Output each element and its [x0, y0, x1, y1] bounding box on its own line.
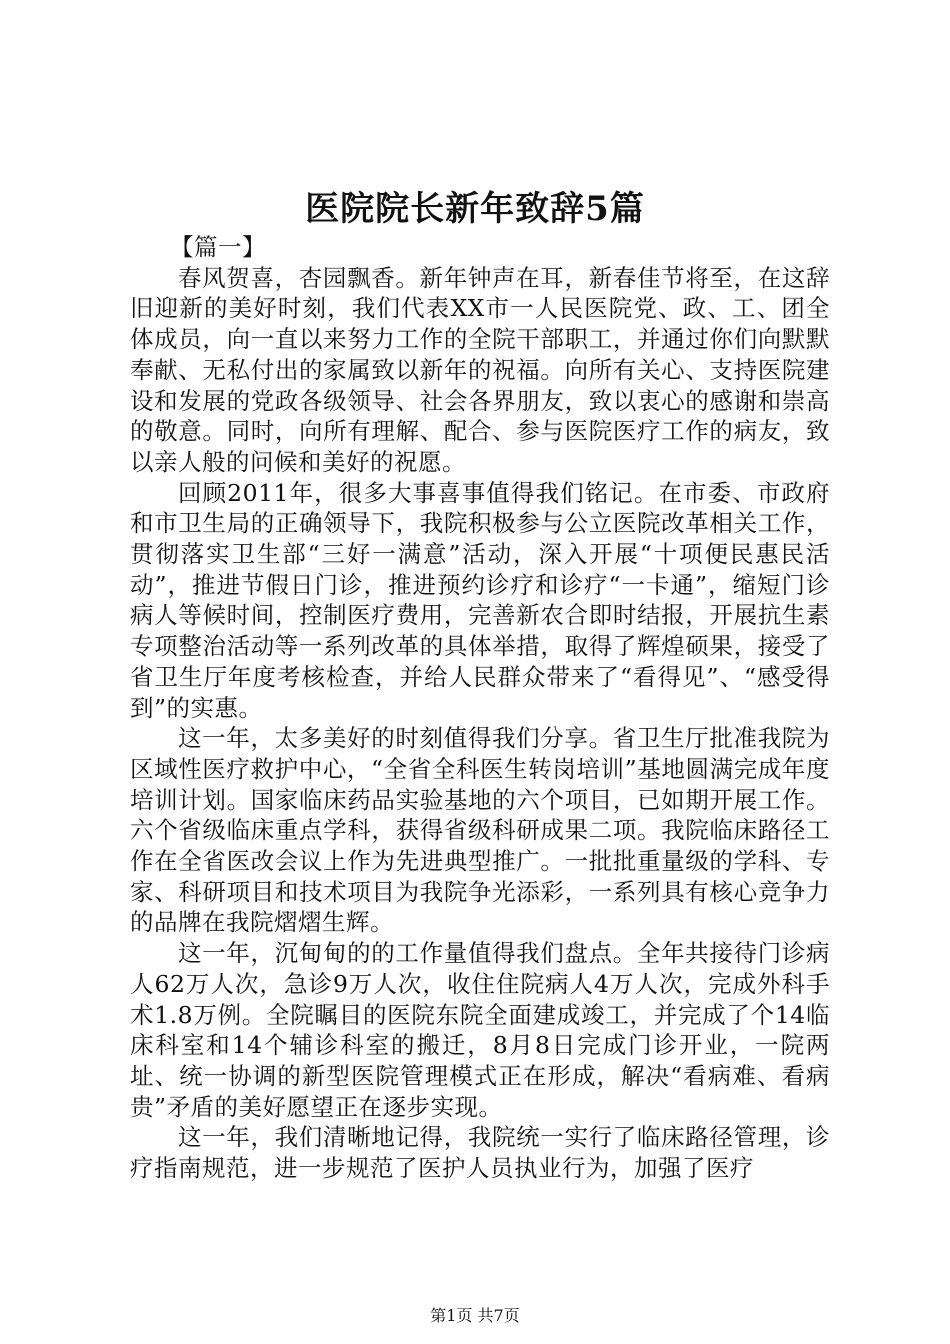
paragraph-2: 回顾2011年，很多大事喜事值得我们铭记。在市委、市政府和市卫生局的正确领导下，我院积极参与公立医院改革相关工作，贯彻落实卫生部“三好一满意”活动，深入开展“十项便民惠民活动”，推进节假日门诊，推进预约诊疗和诊疗“一卡通”，缩短门诊病人等候时间，控制医疗费用，完善新农合即时结报，开展抗生素专项整治活动等一系列改革的具体举措，取得了辉煌硕果，接受了省卫生厅年度考核检查，并给人民群众带来了“看得见”、“感受得到”的实惠。	[130, 478, 830, 722]
paragraph-1: 春风贺喜，杏园飘香。新年钟声在耳，新春佳节将至，在这辞旧迎新的美好时刻，我们代表XX市一人民医院党、政、工、团全体成员，向一直以来努力工作的全院干部职工，并通过你们向默默奉献、无私付出的家属致以新年的祝福。向所有关心、支持医院建设和发展的党政各级领导、社会各界朋友，致以衷心的感谢和崇高的敬意。同时，向所有理解、配合、参与医院医疗工作的病友，致以亲人般的问候和美好的祝愿。	[130, 263, 830, 476]
page-footer: 第1页 共7页	[430, 1306, 520, 1325]
paragraph-3: 这一年，太多美好的时刻值得我们分享。省卫生厅批准我院为区域性医疗救护中心，“全省全科医生转岗培训”基地圆满完成年度培训计划。国家临床药品实验基地的六个项目，已如期开展工作。六个省级临床重点学科，获得省级科研成果二项。我院临床路径工作在全省医改会议上作为先进典型推广。一批批重量级的学科、专家、科研项目和技术项目为我院争光添彩，一系列具有核心竞争力的品牌在我院熠熠生辉。	[130, 724, 830, 937]
document-body	[130, 232, 830, 1184]
section-heading: 【篇一】	[170, 233, 266, 261]
paragraph-4: 这一年，沉甸甸的的工作量值得我们盘点。全年共接待门诊病人62万人次，急诊9万人次，收住住院病人4万人次，完成外科手术1.8万例。全院瞩目的医院东院全面建成竣工，并完成了个14临床科室和14个辅诊科室的搬迁，8月8日完成门诊开业，一院两址、统一协调的新型医院管理模式正在形成，解决“看病难、看病贵”矛盾的美好愿望正在逐步实现。	[130, 939, 830, 1121]
document-title: 医院院长新年致辞5篇	[305, 189, 645, 229]
paragraph-5: 这一年，我们清晰地记得，我院统一实行了临床路径管理，诊疗指南规范，进一步规范了医护人员执业行为，加强了医疗	[130, 1123, 830, 1183]
